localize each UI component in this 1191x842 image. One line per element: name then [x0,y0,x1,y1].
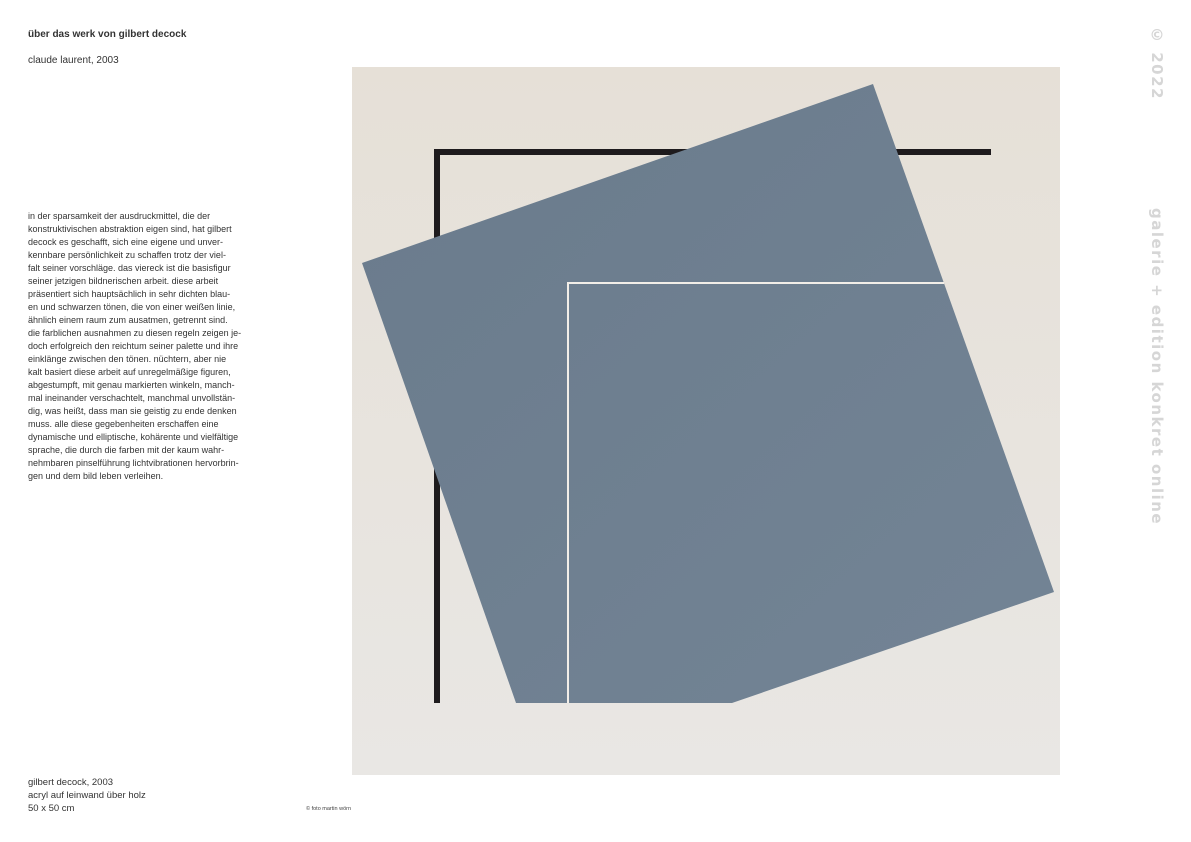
text-line: in der sparsamkeit der ausdruckmittel, die der [28,211,211,221]
text-line: doch erfolgreich den reichtum seiner palette und ihre [28,341,239,351]
caption-size: 50 x 50 cm [28,803,75,814]
text-line: muss. alle diese gegebenheiten erschaffen eine [28,419,219,429]
text-line: ähnlich einem raum zum ausatmen, getrennt sind. [28,315,228,325]
artwork-image [352,67,1060,775]
text-line: nehmbaren pinselführung lichtvibrationen hervorbrin- [28,458,239,468]
text-line: dynamische und elliptische, kohärente und vielfältige [28,432,239,442]
text-line: dig, was heißt, dass man sie geistig zu ende denken [28,406,237,416]
text-line: falt seiner vorschläge. das viereck ist die basisfigur [28,263,231,273]
gallery-name-vertical: galerie + edition konkret online [1148,208,1166,526]
text-line: en und schwarzen tönen, die von einer weißen linie, [28,302,236,312]
artwork-caption [28,776,146,815]
text-line: die farblichen ausnahmen zu diesen regeln zeigen je- [28,328,242,338]
text-line: sprache, die durch die farben mit der kaum wahr- [28,445,225,455]
copyright-vertical: © 2022 [1148,26,1166,100]
caption-medium: acryl auf leinwand über holz [28,790,146,801]
text-line: seiner jetzigen bildnerischen arbeit. diese arbeit [28,276,219,286]
photo-credit: © foto martin wörn [306,806,352,812]
text-line: präsentiert sich hauptsächlich in sehr dichten blau- [28,289,231,299]
text-line: konstruktivischen abstraktion eigen sind, hat gilbert [28,224,232,234]
caption-artist: gilbert decock, 2003 [28,777,114,788]
page-title: über das werk von gilbert decock [28,29,187,40]
text-line: kalt basiert diese arbeit auf unregelmäßige figuren, [28,367,231,377]
text-line: abgestumpft, mit genau markierten winkeln, manch- [28,380,235,390]
text-line: gen und dem bild leben verleihen. [28,471,164,481]
text-line: decock es geschafft, sich eine eigene und unver- [28,237,223,247]
text-line: kennbare persönlichkeit zu schaffen trotz der viel- [28,250,226,260]
text-line: mal ineinander verschachtelt, manchmal unvollstän- [28,393,236,403]
text-line: einklänge zwischen den tönen. nüchtern, aber nie [28,354,227,364]
author-line: claude laurent, 2003 [28,55,119,66]
essay-text [28,210,278,483]
